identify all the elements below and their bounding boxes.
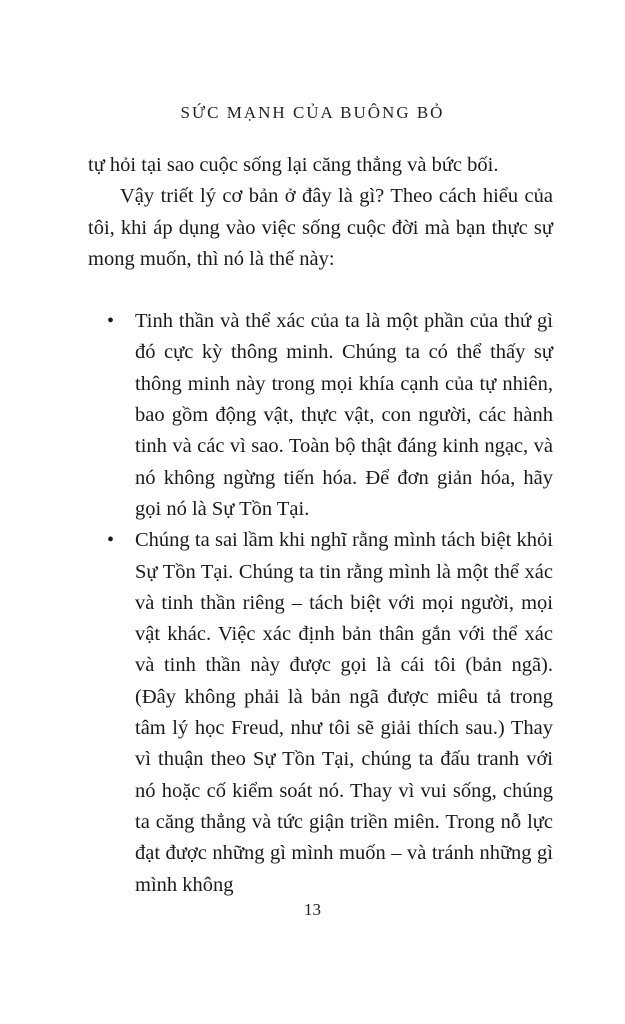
- bullet-icon: •: [107, 529, 115, 552]
- bullet-text: Chúng ta sai lầm khi nghĩ rằng mình tách biệt khỏi Sự Tồn Tại. Chúng ta tin rằng mình là một thể xác và tinh thần riêng – tách biệt với mọi người, mọi vật khác. Việc xác định bản thân gắn với thể xác và tinh thần này được gọi là cái tôi (bản ngã). (Đây không phải là bản ngã được miêu tả trong tâm lý học Freud, như tôi sẽ giải thích sau.) Thay vì thuận theo Sự Tồn Tại, chúng ta đấu tranh với nó hoặc cố kiểm soát nó. Thay vì vui sống, chúng ta căng thẳng và tức giận triền miên. Trong nỗ lực đạt được những gì mình muốn – và tránh những gì mình không: [135, 529, 553, 896]
- bullet-item: [88, 306, 553, 525]
- running-header: SỨC MẠNH CỦA BUÔNG BỎ: [180, 103, 445, 122]
- bullet-list: [88, 306, 553, 901]
- bullet-item: [88, 525, 553, 901]
- bullet-text: Tinh thần và thể xác của ta là một phần của thứ gì đó cực kỳ thông minh. Chúng ta có thể thấy sự thông minh này trong mọi khía cạnh của tự nhiên, bao gồm động vật, thực vật, con người, các hành tinh và các vì sao. Toàn bộ thật đáng kinh ngạc, và nó không ngừng tiến hóa. Để đơn giản hóa, hãy gọi nó là Sự Tồn Tại.: [135, 310, 553, 520]
- body-text: [88, 150, 553, 901]
- page-number: 13: [304, 900, 321, 919]
- paragraph-spacer: [88, 275, 553, 306]
- bullet-icon: •: [107, 310, 115, 333]
- paragraph: Vậy triết lý cơ bản ở đây là gì? Theo cách hiểu của tôi, khi áp dụng vào việc sống cuộc đời mà bạn thực sự mong muốn, thì nó là thế này:: [88, 185, 553, 270]
- paragraph-continuation: tự hỏi tại sao cuộc sống lại căng thẳng và bức bối.: [88, 154, 499, 176]
